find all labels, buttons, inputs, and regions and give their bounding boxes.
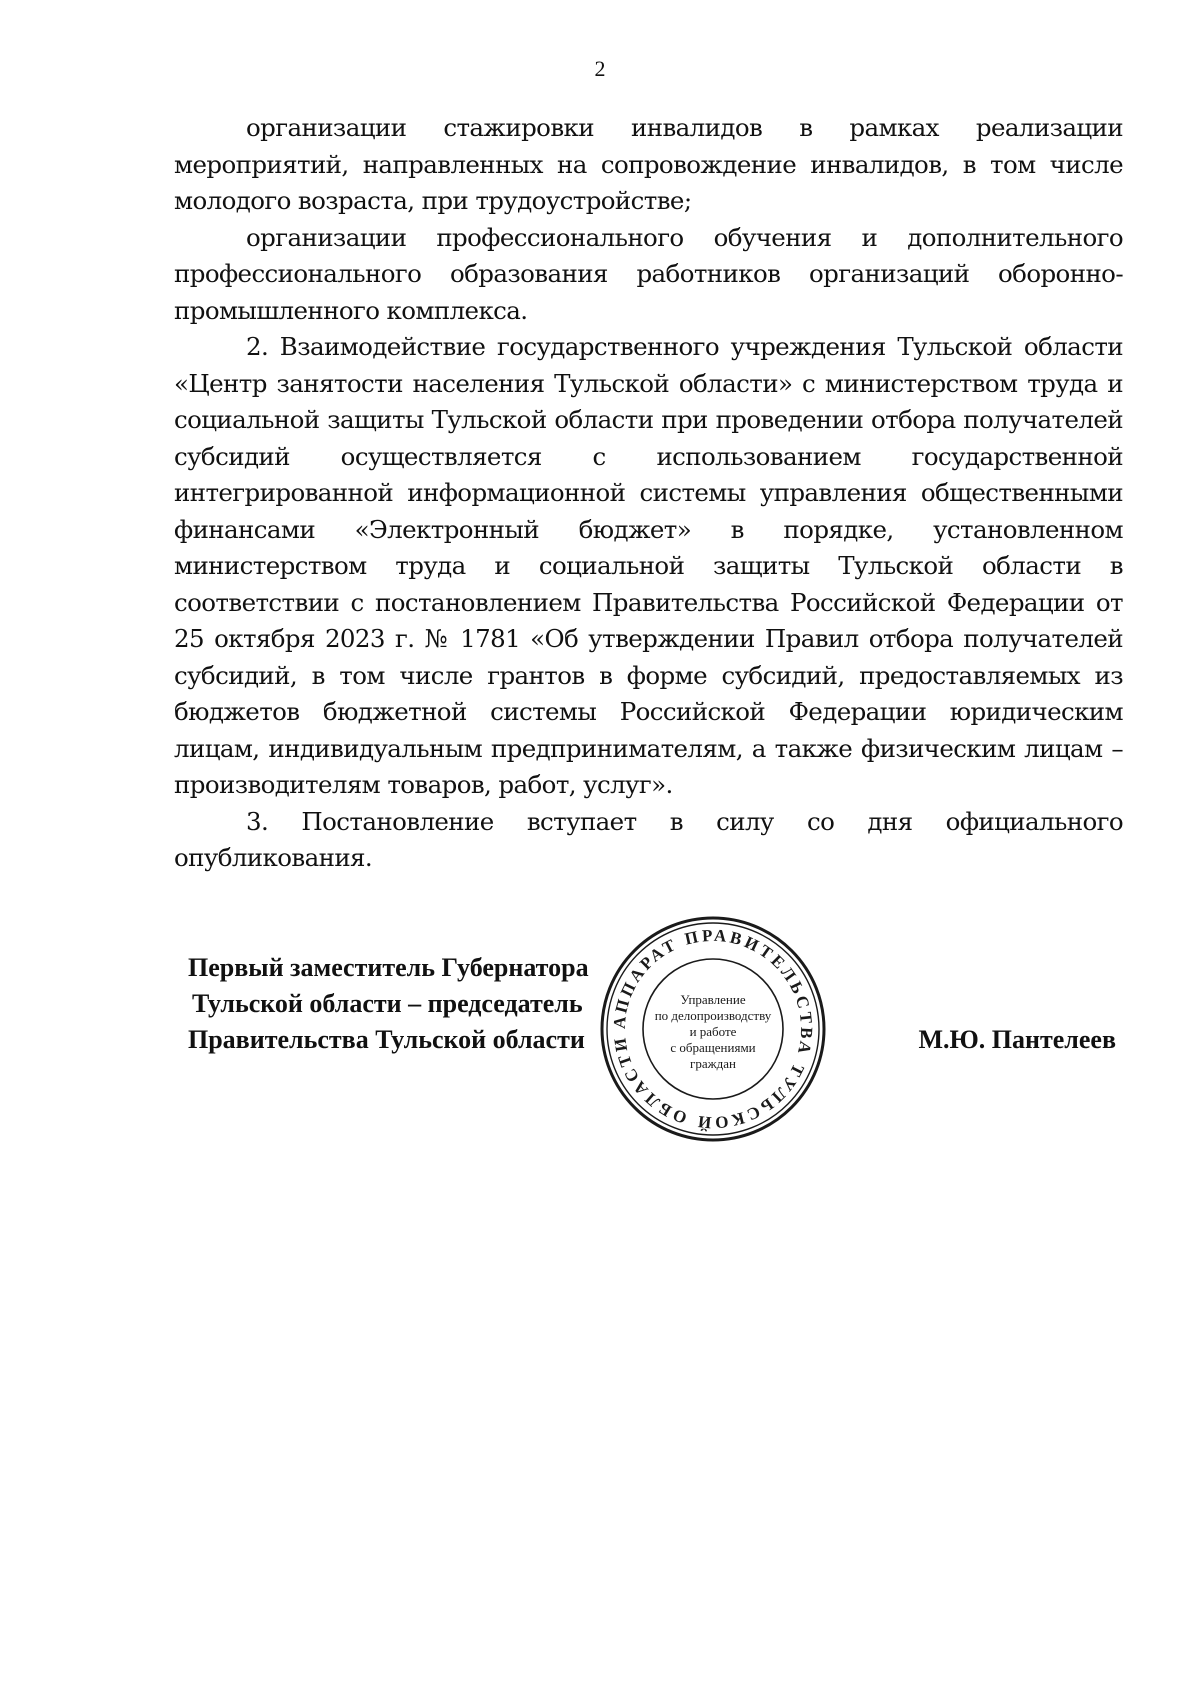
seal-graphic <box>598 914 828 1144</box>
paragraph-internship: организации стажировки инвалидов в рамках реализации мероприятий, направленных на сопровождение инвалидов, в том числе молодого возраста, при трудоустройстве; <box>174 113 1123 215</box>
seal-center-line-1: Управление <box>680 992 746 1007</box>
paragraph-interaction-clause: 2. Взаимодействие государственного учреждения Тульской области «Центр занятости населения Тульской области» с министерством труда и социальной защиты Тульской области при проведении отбора получателей субсидий осуществляется с использованием государственной интегрированной информационной системы управления общественными финансами «Электронный бюджет» в порядке, установленном министерством труда и социальной защиты Тульской области в соответствии с постановлением Правительства Российской Федерации от 25 октября 2023 г. № 1781 «Об утверждении Правил отбора получателей субсидий, в том числе грантов в форме субсидий, предоставляемых из бюджетов бюджетной системы Российской Федерации юридическим лицам, индивидуальным предпринимателям, а также физическим лицам – производителям товаров, работ, услуг». <box>174 332 1123 799</box>
signatory-position-line-3: Правительства Тульской области <box>188 1025 585 1054</box>
paragraph-professional-training: организации профессионального обучения и дополнительного профессионального образования работников организаций оборонно-промышленного комплекса. <box>174 222 1123 325</box>
seal-center-line-3: и работе <box>689 1024 737 1039</box>
signatory-position-line-1: Первый заместитель Губернатора <box>188 953 589 982</box>
seal-center-line-4: с обращениями <box>670 1040 756 1055</box>
document-body <box>174 110 1123 877</box>
official-seal-stamp <box>598 914 828 1144</box>
seal-ring-text: АППАРАТ ПРАВИТЕЛЬСТВА ТУЛЬСКОЙ ОБЛАСТИ <box>609 925 817 1133</box>
seal-center-line-2: по делопроизводству <box>654 1008 772 1023</box>
signatory-position <box>188 950 589 1058</box>
page-number: 2 <box>594 56 606 81</box>
paragraph-effective-date: 3. Постановление вступает в силу со дня официального опубликования. <box>174 806 1123 872</box>
signatory-name: М.Ю. Пантелеев <box>918 1025 1116 1054</box>
seal-center-line-5: граждан <box>690 1056 736 1071</box>
signatory-position-line-2: Тульской области – председатель <box>192 989 583 1018</box>
